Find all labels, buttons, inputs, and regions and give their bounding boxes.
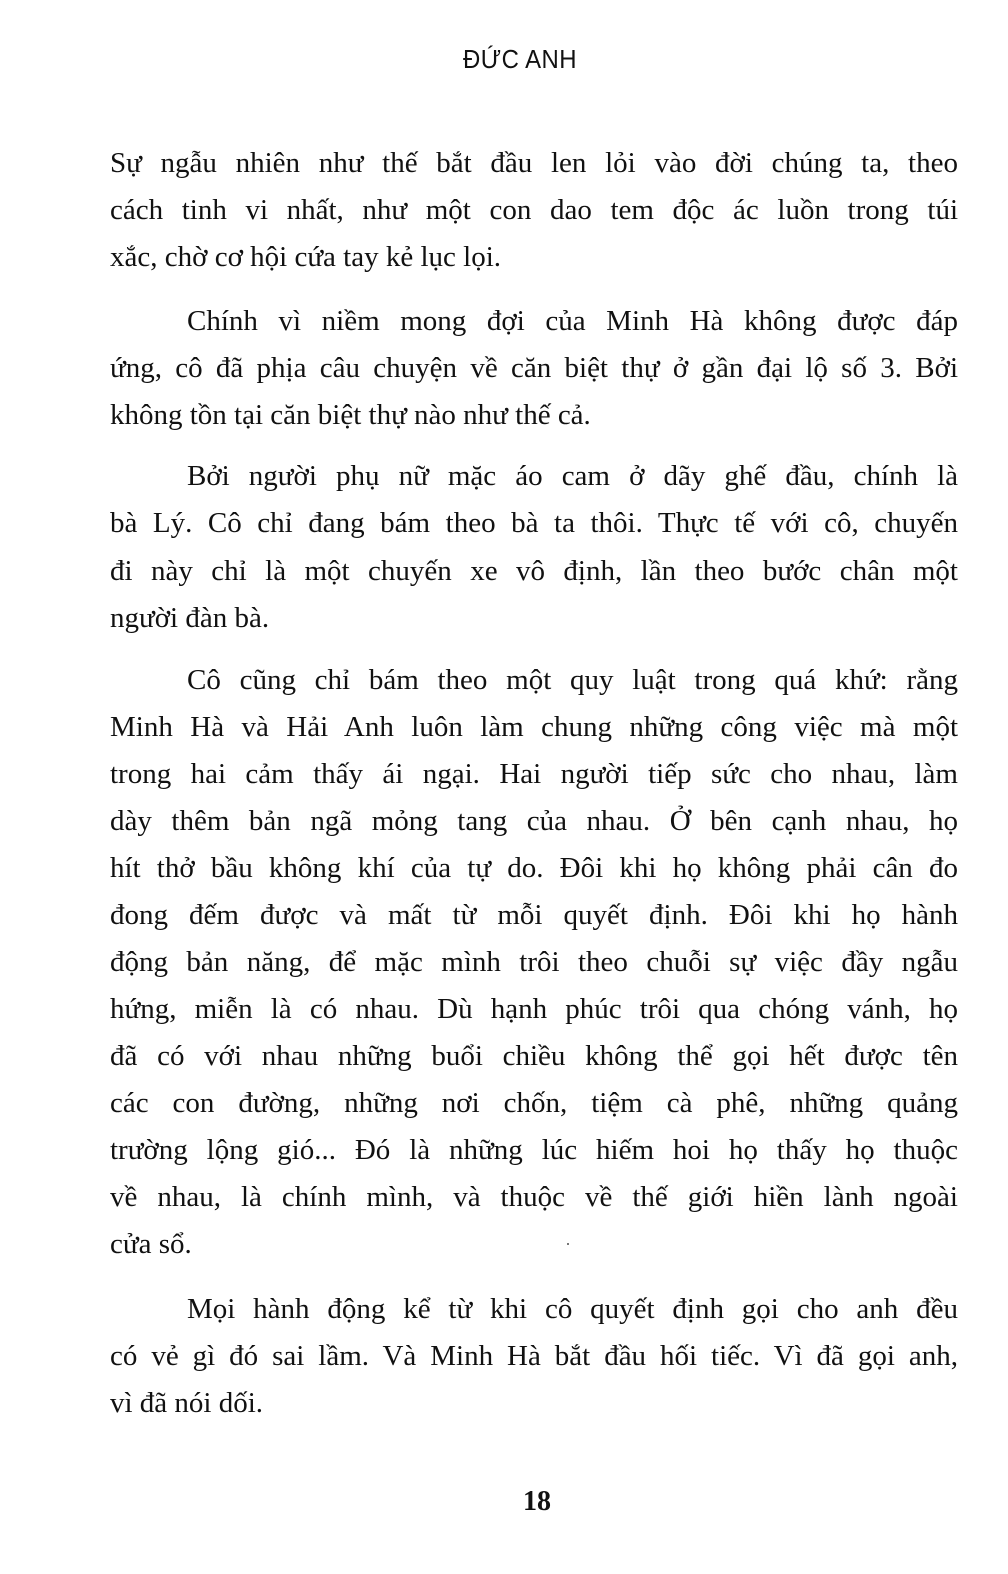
text-line: người đàn bà. bbox=[110, 602, 270, 634]
text-line: các con đường, những nơi chốn, tiệm cà phê, những quảng bbox=[110, 1087, 958, 1119]
text-line: trong hai cảm thấy ái ngại. Hai người tiếp sức cho nhau, làm bbox=[110, 758, 958, 790]
text-line: cách tinh vi nhất, như một con dao tem độc ác luồn trong túi bbox=[110, 194, 958, 226]
text-line: về nhau, là chính mình, và thuộc về thế giới hiền lành ngoài bbox=[110, 1181, 958, 1213]
text-line: cửa sổ. bbox=[110, 1228, 192, 1260]
text-line: bà Lý. Cô chỉ đang bám theo bà ta thôi. Thực tế với cô, chuyến bbox=[110, 507, 958, 539]
running-header-author: ĐỨC ANH bbox=[462, 44, 578, 74]
text-line: có vẻ gì đó sai lầm. Và Minh Hà bắt đầu hối tiếc. Vì đã gọi anh, bbox=[110, 1340, 958, 1372]
text-line: đã có với nhau những buổi chiều không thể gọi hết được tên bbox=[110, 1040, 958, 1072]
text-line: trường lộng gió... Đó là những lúc hiếm hoi họ thấy họ thuộc bbox=[110, 1134, 958, 1166]
text-line: ứng, cô đã phịa câu chuyện về căn biệt thự ở gần đại lộ số 3. Bởi bbox=[110, 352, 958, 384]
text-line: Bởi người phụ nữ mặc áo cam ở dãy ghế đầu, chính là bbox=[187, 460, 958, 492]
text-line: vì đã nói dối. bbox=[110, 1387, 264, 1419]
scan-speck bbox=[567, 1243, 569, 1245]
text-line: Minh Hà và Hải Anh luôn làm chung những công việc mà một bbox=[110, 711, 958, 743]
text-line: không tồn tại căn biệt thự nào như thế cả. bbox=[110, 399, 591, 431]
text-line: Mọi hành động kể từ khi cô quyết định gọi cho anh đều bbox=[187, 1293, 958, 1325]
text-line: xắc, chờ cơ hội cứa tay kẻ lục lọi. bbox=[110, 241, 502, 273]
text-line: hít thở bầu không khí của tự do. Đôi khi họ không phải cân đo bbox=[110, 852, 958, 884]
text-line: dày thêm bản ngã mỏng tang của nhau. Ở bên cạnh nhau, họ bbox=[110, 805, 958, 837]
text-line: đong đếm được và mất từ mỗi quyết định. Đôi khi họ hành bbox=[110, 899, 958, 931]
text-line: Cô cũng chỉ bám theo một quy luật trong quá khứ: rằng bbox=[187, 664, 958, 696]
page-number: 18 bbox=[523, 1486, 551, 1517]
text-line: đi này chỉ là một chuyến xe vô định, lần theo bước chân một bbox=[110, 555, 958, 587]
text-line: động bản năng, để mặc mình trôi theo chuỗi sự việc đầy ngẫu bbox=[110, 946, 958, 978]
text-line: hứng, miễn là có nhau. Dù hạnh phúc trôi qua chóng vánh, họ bbox=[110, 993, 958, 1025]
text-line: Sự ngẫu nhiên như thế bắt đầu len lỏi vào đời chúng ta, theo bbox=[110, 147, 958, 179]
text-line: Chính vì niềm mong đợi của Minh Hà không được đáp bbox=[187, 305, 958, 337]
